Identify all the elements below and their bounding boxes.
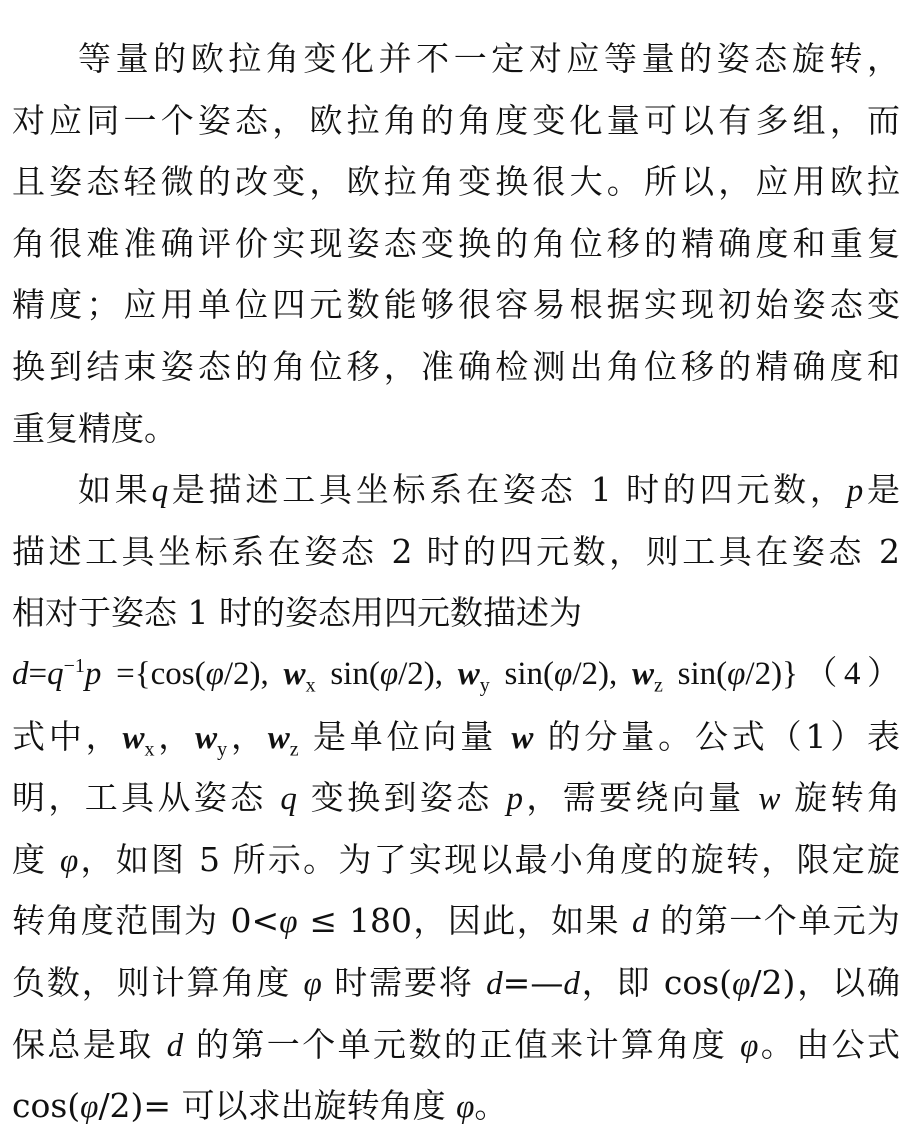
variable-phi: φ bbox=[727, 655, 746, 692]
equation-text: sin( bbox=[662, 655, 728, 692]
text-run: 是单位向量 bbox=[298, 716, 512, 756]
text-line: 对应同一个姿态，欧拉角的角度变化量可以有多组，而 bbox=[12, 100, 900, 140]
text-run: ， bbox=[227, 716, 268, 756]
variable-phi: φ bbox=[456, 1089, 475, 1126]
text-line bbox=[12, 1075, 900, 1137]
text-run: ，需要绕向量 bbox=[522, 778, 759, 818]
text-line: 精度；应用单位四元数能够很容易根据实现初始姿态变 bbox=[12, 285, 900, 325]
inverse-superscript: −1 bbox=[63, 654, 85, 677]
equals-sign: = bbox=[28, 655, 48, 692]
variable-phi: φ bbox=[740, 1027, 759, 1064]
vector-w: w bbox=[283, 655, 306, 692]
equation-text: /2), bbox=[398, 655, 458, 692]
variable-phi: φ bbox=[303, 965, 322, 1002]
text-line bbox=[12, 1014, 900, 1076]
equation-text: /2), bbox=[572, 655, 632, 692]
equation-text: /2), bbox=[223, 655, 284, 692]
vector-w: w bbox=[267, 719, 290, 756]
text-line: 换到结束姿态的角位移，准确检测出角位移的精确度和 bbox=[12, 346, 900, 386]
subscript: z bbox=[654, 674, 663, 697]
text-run: ，即 cos( bbox=[579, 962, 733, 1002]
text-run: =— bbox=[502, 962, 564, 1002]
vector-w: w bbox=[195, 719, 218, 756]
variable-d: d bbox=[166, 1027, 184, 1064]
variable-phi: φ bbox=[279, 904, 298, 941]
text-run: 如果 bbox=[78, 470, 152, 510]
equation-number: （4） bbox=[797, 655, 900, 692]
text-run: ， bbox=[154, 716, 196, 756]
text-line bbox=[12, 890, 900, 952]
vector-w: w bbox=[511, 719, 534, 756]
subscript: x bbox=[144, 738, 155, 761]
variable-phi: φ bbox=[732, 965, 751, 1002]
text-run: 。 bbox=[474, 1086, 508, 1126]
subscript: z bbox=[289, 738, 299, 761]
vector-w: w bbox=[631, 655, 654, 692]
text-run: 度 bbox=[12, 839, 60, 879]
text-run: ，如图 5 所示。为了实现以最小角度的旋转，限定旋 bbox=[78, 839, 900, 879]
text-run: 。由公式 bbox=[758, 1024, 900, 1064]
paragraph-euler-angles bbox=[12, 28, 900, 459]
text-line bbox=[12, 767, 900, 829]
text-run: 的第一个单元为 bbox=[648, 901, 901, 941]
variable-phi: φ bbox=[80, 1089, 99, 1126]
text-run: 是描述工具坐标系在姿态 1 时的四元数， bbox=[168, 470, 847, 510]
text-run: 保总是取 bbox=[12, 1024, 167, 1064]
text-run: 旋转角 bbox=[780, 778, 900, 818]
vector-w: w bbox=[457, 655, 480, 692]
text-run: 式中， bbox=[12, 716, 123, 756]
text-run: 明，工具从姿态 bbox=[12, 778, 281, 818]
variable-d: d bbox=[486, 965, 503, 1002]
text-run: 是 bbox=[863, 470, 901, 510]
text-line bbox=[12, 706, 900, 768]
equation-text: /2)} bbox=[745, 655, 798, 692]
variable-d: d bbox=[12, 655, 29, 692]
variable-p: p bbox=[846, 473, 864, 510]
paragraph-quaternion-definition bbox=[12, 459, 900, 644]
subscript: y bbox=[479, 674, 490, 697]
article-body bbox=[12, 28, 900, 1137]
equation-4 bbox=[12, 644, 900, 706]
text-run: 负数，则计算角度 bbox=[12, 962, 304, 1002]
text-run: 的第一个单元数的正值来计算角度 bbox=[183, 1024, 741, 1064]
variable-w: w bbox=[758, 781, 781, 818]
text-run: /2)= 可以求出旋转角度 bbox=[98, 1086, 457, 1126]
variable-phi: φ bbox=[554, 655, 573, 692]
text-line bbox=[12, 952, 900, 1014]
variable-phi: φ bbox=[379, 655, 399, 692]
variable-phi: φ bbox=[59, 842, 79, 879]
variable-d: d bbox=[631, 904, 649, 941]
equation-text: sin( bbox=[489, 655, 555, 692]
vector-w: w bbox=[122, 719, 145, 756]
variable-d: d bbox=[563, 965, 580, 1002]
text-run: ≤ 180，因此，如果 bbox=[297, 901, 632, 941]
text-line: 描述工具坐标系在姿态 2 时的四元数，则工具在姿态 2 bbox=[12, 531, 900, 571]
variable-q: q bbox=[47, 655, 64, 692]
equation-text: sin( bbox=[315, 655, 380, 692]
paragraph-rotation-angle bbox=[12, 706, 900, 1137]
text-run: 变换到姿态 bbox=[296, 778, 507, 818]
text-run: 的分量。公式（1）表 bbox=[533, 716, 901, 756]
equation-text: ={cos( bbox=[101, 655, 206, 692]
variable-q: q bbox=[151, 473, 169, 510]
text-line: 重复精度。 bbox=[12, 408, 177, 448]
text-line bbox=[12, 459, 900, 521]
text-run: 时需要将 bbox=[321, 962, 487, 1002]
variable-p: p bbox=[506, 781, 523, 818]
text-run: /2)，以确 bbox=[750, 962, 900, 1002]
variable-p: p bbox=[84, 655, 102, 692]
text-line: 相对于姿态 1 时的姿态用四元数描述为 bbox=[12, 593, 582, 633]
text-run: 转角度范围为 0< bbox=[12, 901, 280, 941]
subscript: x bbox=[305, 674, 316, 697]
text-line: 等量的欧拉角变化并不一定对应等量的姿态旋转， bbox=[78, 39, 900, 78]
text-line: 且姿态轻微的改变，欧拉角变换很大。所以，应用欧拉 bbox=[12, 162, 900, 202]
subscript: y bbox=[217, 738, 228, 761]
text-run: cos( bbox=[12, 1086, 81, 1126]
text-line: 角很难准确评价实现姿态变换的角位移的精确度和重复 bbox=[12, 223, 900, 263]
variable-phi: φ bbox=[205, 655, 224, 692]
variable-q: q bbox=[280, 781, 297, 818]
text-line bbox=[12, 829, 900, 891]
